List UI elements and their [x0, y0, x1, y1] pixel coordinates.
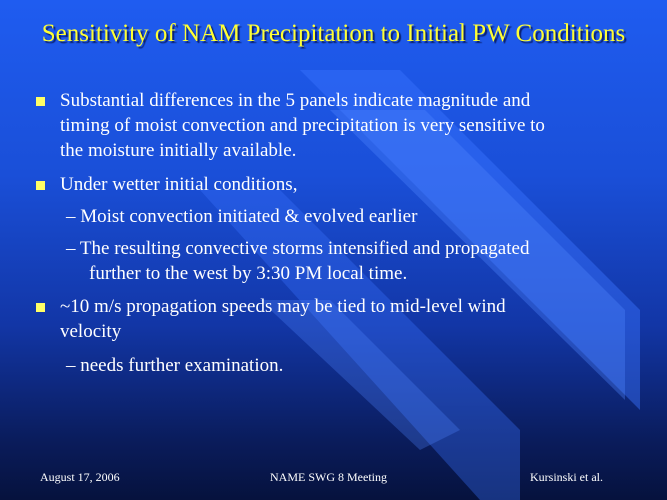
footer-meeting: NAME SWG 8 Meeting — [270, 470, 387, 484]
sub-bullet-2-2-line-2: further to the west by 3:30 PM local time. — [89, 263, 408, 284]
bullet-1-line-1: Substantial differences in the 5 panels indicate magnitude and — [60, 90, 531, 111]
footer-date: August 17, 2006 — [40, 470, 120, 484]
bullet-square-icon — [36, 303, 45, 312]
sub-bullet-3-1-line-1: – needs further examination. — [66, 355, 284, 376]
bullet-1-line-2: timing of moist convection and precipitation is very sensitive to — [60, 115, 545, 136]
sub-bullet-2-2-line-1: – The resulting convective storms intensified and propagated — [66, 238, 530, 259]
bullet-square-icon — [36, 97, 45, 106]
slide-title: Sensitivity of NAM Precipitation to Initial PW Conditions — [41, 20, 626, 47]
bullet-3-line-1: ~10 m/s propagation speeds may be tied to mid-level wind — [60, 296, 506, 317]
footer-authors: Kursinski et al. — [530, 470, 603, 484]
bullet-3-line-2: velocity — [60, 321, 122, 342]
bullet-square-icon — [36, 181, 45, 190]
bullet-1-line-3: the moisture initially available. — [60, 140, 297, 161]
bullet-2-line-1: Under wetter initial conditions, — [60, 174, 298, 195]
sub-bullet-2-1-line-1: – Moist convection initiated & evolved earlier — [66, 206, 418, 227]
